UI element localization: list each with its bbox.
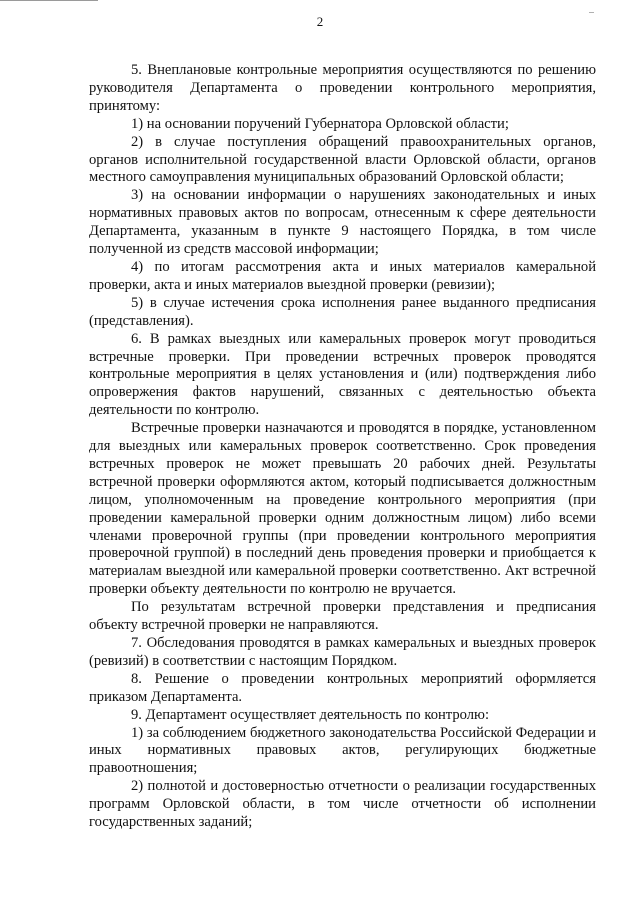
paragraph-7: 7. Обследования проводятся в рамках камеральных и выездных проверок (ревизий) в соответствии с настоящим Порядком. [89, 635, 596, 669]
page-number: 2 [316, 14, 324, 29]
list-item-5-5: 5) в случае истечения срока исполнения ранее выданного предписания (представления). [89, 294, 596, 329]
scan-edge-line [0, 0, 98, 1]
scan-mark [589, 12, 594, 13]
list-item-9-1: 1) за соблюдением бюджетного законодательства Российской Федерации и иных нормативных правовых актов, регулирующих бюджетные правоотношения; [89, 724, 596, 777]
list-item-5-4: 4) по итогам рассмотрения акта и иных материалов камеральной проверки, акта и иных материалов выездной проверки (ревизии); [89, 258, 596, 293]
paragraph-6-results: По результатам встречной проверки представления и предписания объекту встречной проверки не направляются. [89, 599, 596, 634]
paragraph-8: 8. Решение о проведении контрольных мероприятий оформляется приказом Департамента. [89, 670, 596, 705]
list-item-5-1: 1) на основании поручений Губернатора Орловской области; [131, 115, 509, 132]
paragraph-5: 5. Внеплановые контрольные мероприятия осуществляются по решению руководителя Департамента о проведении контрольного мероприятия, принятому: [89, 62, 596, 114]
list-item-5-3: 3) на основании информации о нарушениях законодательных и иных нормативных правовых актов по вопросам, отнесенным к сфере деятельности Департамента, указанным в пункте 9 настоящего Порядка, в том числе полученной из средств массовой информации; [89, 187, 596, 258]
document-body [89, 62, 596, 832]
paragraph-9: 9. Департамент осуществляет деятельность по контролю: [131, 706, 489, 723]
paragraph-6: 6. В рамках выездных или камеральных проверок могут проводиться встречные проверки. При проведении встречных проверок проводятся контрольные мероприятия в целях установления и (или) подтверждения либо опровержения фактов нарушений, связанных с деятельностью объекта деятельности по контролю. [89, 330, 596, 419]
list-item-5-2: 2) в случае поступления обращений правоохранительных органов, органов исполнительной государственной власти Орловской области, органов местного самоуправления муниципальных образований Орловской области; [89, 133, 596, 186]
list-item-9-2: 2) полнотой и достоверностью отчетности о реализации государственных программ Орловской области, в том числе отчетности об исполнении государственных заданий; [89, 778, 596, 831]
paragraph-6-counter-checks: Встречные проверки назначаются и проводятся в порядке, установленном для выездных или камеральных проверок соответственно. Срок проведения встречных проверок не может превышать 20 рабочих дней. Результаты встречной проверки оформляются актом, который подписывается должностным лицом, уполномоченным на проведение контрольного мероприятия (при проведении камеральной проверки одним должностным лицом) либо всеми членами проверочной группы (при проведении контрольного мероприятия проверочной группой) в последний день проведения проверки и приобщается к материалам выездной или камеральной проверки соответственно. Акт встречной проверки объекту деятельности по контролю не вручается. [89, 420, 596, 598]
